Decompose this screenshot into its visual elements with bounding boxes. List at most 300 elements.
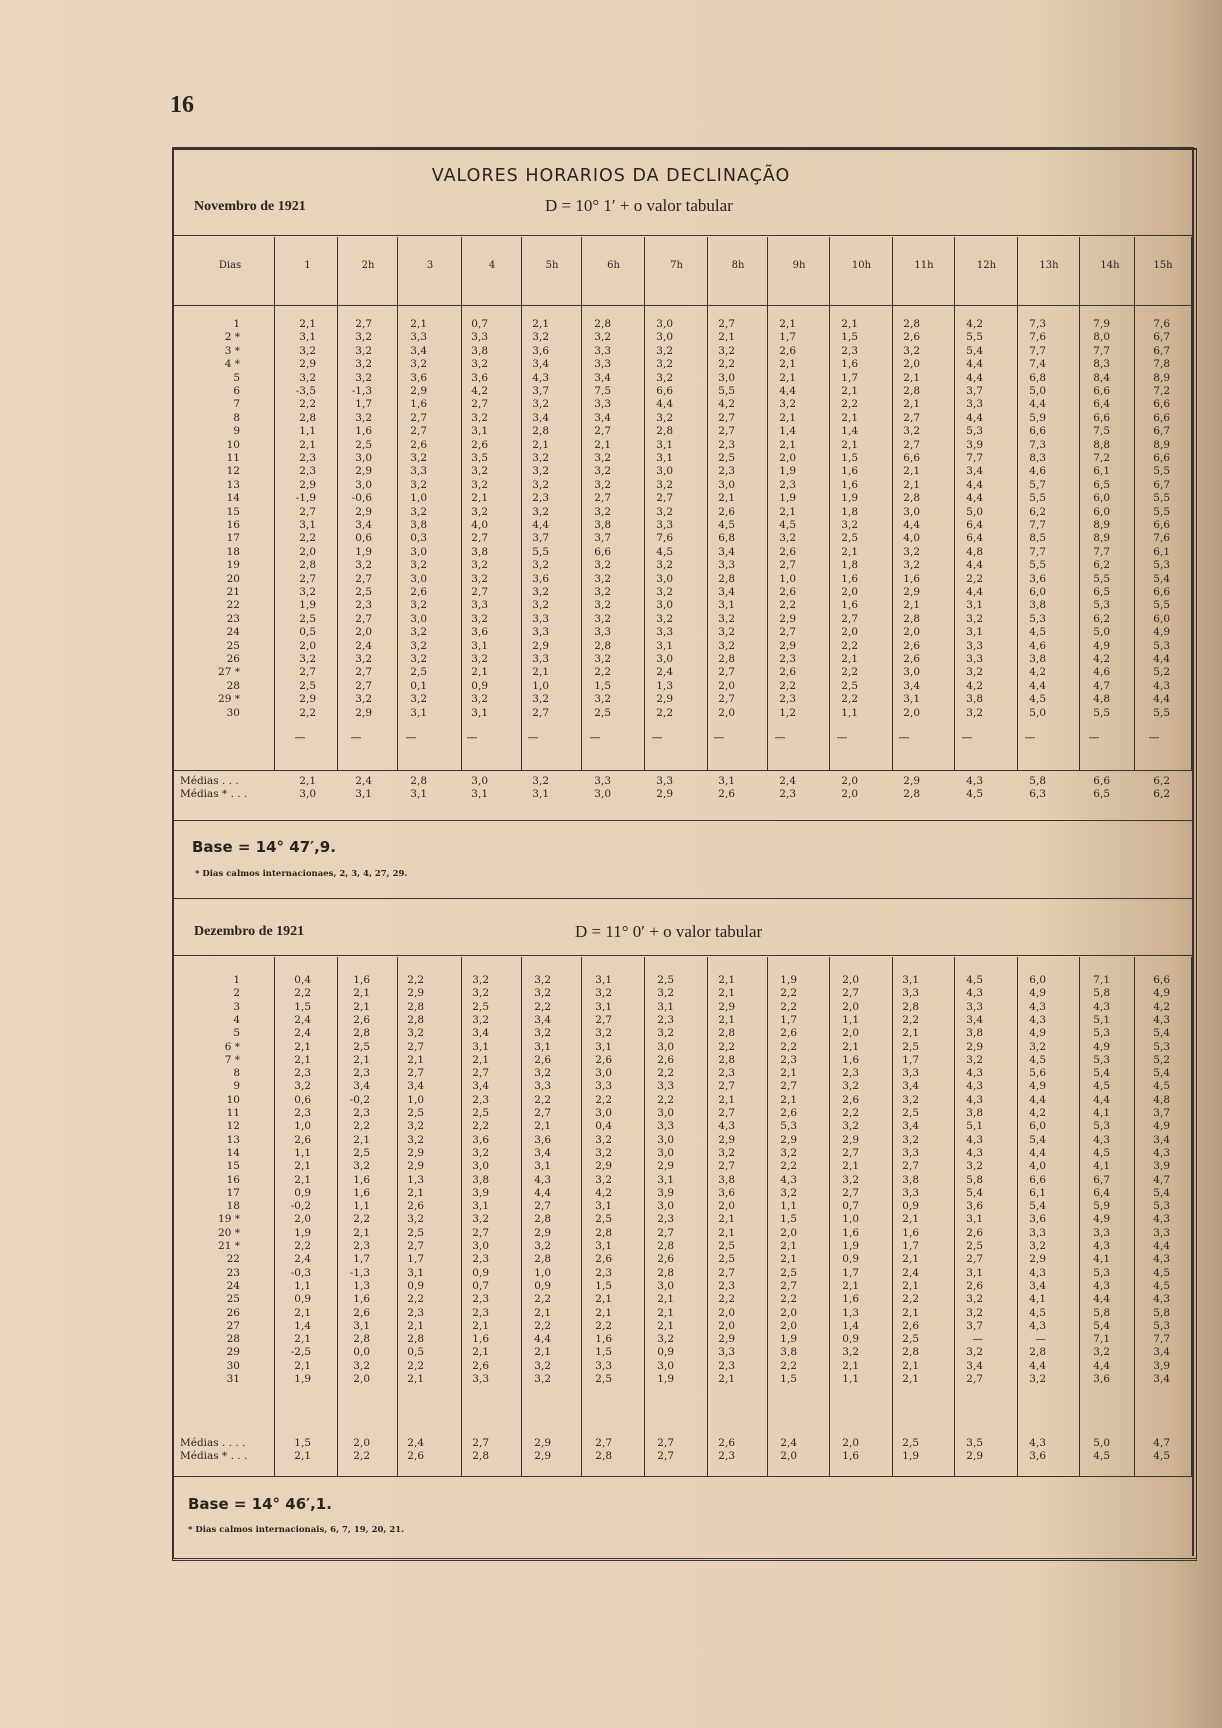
table-cell: 3,2 [594,505,611,518]
table-cell: 2,1 [294,1306,311,1319]
media-label: Médias . . . . [180,1437,246,1449]
table-cell: 2,8 [718,1027,735,1040]
december-rule [172,898,1194,899]
table-cell: 2,1 [353,1000,370,1013]
table-cell: 2,1 [841,411,858,424]
table-cell: 3,0 [657,1133,674,1146]
december-rule [174,1476,1192,1477]
table-cell: 2,1 [657,1319,674,1332]
table-cell: 2,0 [779,452,796,464]
table-cell: 3,2 [594,599,611,612]
table-cell: 2,5 [410,666,427,679]
table-cell: 5,0 [1029,385,1046,397]
column-header: Dias [218,260,242,271]
table-cell: 7,8 [1153,358,1170,371]
table-cell: 2,0 [718,679,735,692]
table-cell: 2,7 [534,1200,551,1213]
table-cell: 3,4 [532,358,549,371]
table-cell: 4,2 [966,679,983,692]
table-cell: 3,2 [718,612,735,625]
day-label: 29 * [218,693,240,706]
table-cell: 1,4 [842,1319,859,1332]
table-cell: 2,6 [471,438,488,451]
table-cell: 3,5 [471,452,488,464]
day-label: 6 [233,385,240,397]
table-cell: 4,1 [1093,1107,1110,1119]
table-cell: 2,1 [657,1293,674,1306]
media-label: Médias * . . . [180,1450,248,1462]
table-cell: 2,1 [294,1173,311,1186]
table-cell: 3,4 [407,1080,424,1093]
table-cell: 4,5 [1093,1146,1110,1159]
table-cell: 3,3 [595,1080,612,1093]
media-cell: 2,8 [472,1450,489,1462]
table-cell: 5,3 [1029,612,1046,625]
table-cell: 3,3 [902,987,919,1000]
table-cell: 4,9 [1093,1213,1110,1226]
table-cell: 3,9 [1153,1160,1170,1173]
table-cell: 6,5 [1093,478,1110,491]
table-cell: 1,9 [779,492,796,505]
table-cell: 3,8 [966,1107,983,1119]
table-cell: 8,3 [1029,452,1046,464]
table-cell: 0,4 [595,1120,612,1133]
day-label: 28 [226,1333,240,1346]
december-month: Dezembro de 1921 [194,924,305,939]
table-cell: 2,9 [657,1160,674,1173]
table-cell: 5,2 [1153,1053,1170,1066]
table-cell: 2,3 [718,465,735,478]
table-cell: 4,5 [1153,1279,1170,1292]
table-cell: 2,7 [780,1080,797,1093]
table-cell: 1,3 [407,1173,424,1186]
table-cell: 7,6 [656,532,673,545]
table-cell: 3,1 [595,1000,612,1013]
table-cell: 2,1 [718,331,735,344]
table-cell: 5,0 [1029,706,1046,719]
media-cell: 2,9 [966,1450,983,1462]
table-cell: 3,3 [657,1080,674,1093]
table-cell: 5,5 [1029,492,1046,505]
table-cell: 3,2 [410,478,427,491]
table-cell: 2,7 [903,438,920,451]
media-cell: 2,3 [718,1450,735,1462]
table-cell: 3,2 [656,559,673,572]
day-label: 27 * [218,666,240,679]
day-label: 16 [226,1173,240,1186]
media-cell: 3,0 [471,775,488,787]
table-cell: 2,2 [718,358,735,371]
table-cell: 7,2 [1153,385,1170,397]
table-cell: 2,4 [902,1266,919,1279]
table-cell: 2,1 [842,1160,859,1173]
table-cell: 1,9 [657,1373,674,1385]
table-cell: 1,6 [353,1293,370,1306]
table-cell: 2,0 [903,626,920,639]
table-cell: 0,7 [472,1279,489,1292]
table-cell: 3,2 [903,545,920,558]
table-cell: 2,1 [841,318,858,330]
table-cell: 2,0 [780,1306,797,1319]
table-cell: 6,6 [1153,586,1170,598]
table-cell: 2,5 [595,1373,612,1385]
table-cell: 3,2 [656,612,673,625]
table-cell: 3,2 [471,693,488,706]
table-cell: — [972,1333,983,1346]
table-cell: 3,2 [410,693,427,706]
media-cell: 2,9 [903,775,920,787]
table-cell: 2,8 [903,612,920,625]
table-cell: 2,6 [294,1133,311,1146]
table-cell: 4,3 [1029,1013,1046,1026]
table-cell: 2,7 [410,411,427,424]
table-cell: 1,5 [841,452,858,464]
table-cell: 4,8 [1093,693,1110,706]
table-cell: 2,7 [718,1266,735,1279]
table-cell: 2,1 [532,666,549,679]
table-cell: 2,5 [902,1333,919,1346]
table-cell: 5,3 [1153,639,1170,652]
table-cell: 4,4 [1029,1146,1046,1159]
media-cell: 2,2 [353,1450,370,1462]
table-cell: 2,1 [353,1133,370,1146]
media-cell: 4,5 [1093,1450,1110,1462]
table-cell: 1,1 [294,1146,311,1159]
table-cell: 4,4 [1029,679,1046,692]
table-cell: 0,5 [407,1346,424,1359]
table-cell: 2,2 [534,1293,551,1306]
table-cell: 3,0 [656,465,673,478]
table-cell: 5,5 [1153,706,1170,719]
table-cell: 3,4 [966,465,983,478]
table-cell: 0,6 [355,532,372,545]
table-cell: 7,3 [1029,318,1046,330]
table-cell: 8,9 [1153,438,1170,451]
page-title: VALORES HORARIOS DA DECLINAÇÃO [431,166,791,186]
table-cell: 2,8 [718,572,735,585]
table-cell: 2,2 [657,1093,674,1106]
table-cell: 2,6 [780,1107,797,1119]
table-cell: 6,7 [1153,331,1170,344]
table-cell: 3,2 [841,519,858,531]
table-cell: 6,2 [1093,559,1110,572]
table-cell: 1,5 [294,1000,311,1013]
table-cell: 3,2 [902,1133,919,1146]
table-cell: 4,3 [1153,1213,1170,1226]
table-cell: 1,7 [407,1253,424,1266]
table-cell: -0,3 [290,1266,311,1279]
table-cell: 2,9 [355,465,372,478]
table-cell: 3,4 [534,1013,551,1026]
table-cell: 5,3 [966,425,983,438]
media-cell: 3,1 [532,788,549,800]
table-cell: 4,9 [1029,1080,1046,1093]
table-cell: 3,8 [471,344,488,357]
table-cell: 5,8 [1153,1306,1170,1319]
table-cell: 5,8 [966,1173,983,1186]
table-cell: 3,2 [966,1293,983,1306]
table-cell: 2,1 [903,398,920,411]
november-rule [174,820,1192,821]
table-cell: 4,9 [1153,626,1170,639]
table-cell: 3,2 [472,1213,489,1226]
day-label: 8 [233,1067,240,1080]
table-cell: 3,7 [532,532,549,545]
table-cell: 0,9 [842,1253,859,1266]
table-cell: 2,7 [718,318,735,330]
table-cell: 1,6 [355,425,372,438]
table-cell: 5,3 [1153,1040,1170,1053]
table-cell: 3,3 [594,344,611,357]
table-cell: 1,3 [656,679,673,692]
november-rule [174,305,1192,306]
media-cell: 4,3 [1029,1437,1046,1449]
table-cell: 3,2 [594,572,611,585]
table-cell: 3,2 [472,1013,489,1026]
table-cell: 3,4 [903,679,920,692]
media-cell: 2,6 [407,1450,424,1462]
table-cell: 5,4 [1029,1133,1046,1146]
table-cell: 0,9 [294,1186,311,1199]
table-cell: 2,0 [780,1226,797,1239]
table-cell: 2,6 [903,639,920,652]
table-cell: 3,2 [532,478,549,491]
table-cell: 3,2 [410,639,427,652]
day-label: 8 [233,411,240,424]
table-cell: 1,5 [594,679,611,692]
table-cell: 1,6 [353,1173,370,1186]
table-cell: 6,6 [1153,519,1170,531]
day-label: 13 [226,1133,240,1146]
media-cell: 3,0 [299,788,316,800]
table-cell: 2,5 [594,706,611,719]
table-cell: 3,2 [656,505,673,518]
table-cell: 4,5 [1153,1266,1170,1279]
table-cell: 3,3 [594,626,611,639]
table-cell: 3,2 [594,653,611,665]
table-cell: 5,3 [780,1120,797,1133]
table-cell: 2,1 [718,1013,735,1026]
media-cell: 6,2 [1153,775,1170,787]
media-cell: 2,9 [534,1437,551,1449]
table-cell: 3,7 [594,532,611,545]
table-cell: 3,9 [1153,1359,1170,1372]
table-cell: 2,2 [780,1160,797,1173]
table-cell: 2,1 [841,385,858,397]
table-cell: 2,8 [657,1240,674,1252]
table-cell: 3,2 [903,344,920,357]
day-label: 24 [226,1279,240,1292]
table-cell: 3,0 [657,1040,674,1053]
day-label: 9 [233,1080,240,1093]
table-cell: 2,5 [902,1107,919,1119]
media-cell: 1,9 [902,1450,919,1462]
table-cell: 1,3 [353,1279,370,1292]
day-label: 17 [226,532,240,545]
table-cell: 4,3 [1029,1266,1046,1279]
table-cell: 2,8 [902,1346,919,1359]
table-cell: 2,4 [294,1013,311,1026]
table-cell: 1,0 [407,1093,424,1106]
table-cell: 5,5 [966,331,983,344]
table-cell: 3,2 [532,559,549,572]
table-cell: 2,6 [407,1200,424,1213]
table-cell: 3,6 [1093,1373,1110,1385]
table-cell: 3,8 [1029,599,1046,612]
column-header: 1 [304,260,311,271]
column-header: 9h [792,260,806,271]
table-cell: 7,6 [1153,318,1170,330]
day-label: 4 [233,1013,240,1026]
media-cell: 4,5 [966,788,983,800]
table-cell: 2,7 [594,492,611,505]
table-cell: 1,0 [532,679,549,692]
table-cell: 0,3 [410,532,427,545]
table-cell: 3,1 [471,639,488,652]
table-cell: 3,0 [595,1107,612,1119]
table-cell: 6,2 [1093,612,1110,625]
table-cell: 3,2 [471,478,488,491]
separator-dash: — [527,731,539,744]
table-cell: 3,2 [534,1027,551,1040]
table-cell: 3,2 [902,1093,919,1106]
day-label: 24 [226,626,240,639]
separator-dash: — [1024,731,1036,744]
table-cell: 2,5 [472,1107,489,1119]
table-cell: 2,1 [718,987,735,1000]
table-cell: 3,6 [718,1186,735,1199]
table-cell: 3,2 [532,586,549,598]
table-cell: 1,5 [595,1279,612,1292]
table-cell: 2,2 [780,1040,797,1053]
table-cell: 2,3 [532,492,549,505]
table-cell: 2,8 [534,1213,551,1226]
table-cell: 2,2 [299,706,316,719]
table-cell: 5,4 [1153,1067,1170,1080]
table-cell: 4,4 [966,358,983,371]
day-label: 7 * [224,1053,240,1066]
table-cell: 1,6 [841,478,858,491]
table-cell: 3,0 [656,599,673,612]
table-cell: 4,2 [1153,1000,1170,1013]
table-cell: 1,7 [902,1240,919,1252]
table-cell: 2,7 [355,318,372,330]
table-cell: 3,2 [471,572,488,585]
table-cell: 5,4 [1093,1067,1110,1080]
table-cell: 2,5 [718,452,735,464]
table-cell: 5,5 [1153,465,1170,478]
table-cell: 3,2 [471,612,488,625]
media-cell: 4,7 [1153,1437,1170,1449]
table-cell: 3,2 [779,532,796,545]
media-cell: 2,1 [299,775,316,787]
table-cell: 3,2 [472,987,489,1000]
table-cell: 3,2 [656,371,673,384]
separator-dash: — [294,731,306,744]
table-cell: 3,2 [407,1120,424,1133]
table-cell: 3,2 [657,1027,674,1040]
table-cell: 2,7 [718,1160,735,1173]
table-cell: 5,4 [1093,1319,1110,1332]
table-cell: -1,3 [349,1266,370,1279]
table-cell: 4,3 [1093,1279,1110,1292]
table-cell: 3,0 [410,612,427,625]
table-cell: 2,1 [407,1186,424,1199]
table-cell: 3,0 [657,1359,674,1372]
table-cell: 3,0 [718,478,735,491]
table-cell: 5,5 [1093,572,1110,585]
table-cell: 3,2 [355,344,372,357]
table-cell: 3,0 [656,318,673,330]
table-cell: -1,9 [295,492,316,505]
table-cell: 4,5 [966,974,983,986]
table-cell: 6,6 [1029,425,1046,438]
table-cell: 3,3 [532,626,549,639]
table-cell: 4,2 [1029,1107,1046,1119]
table-cell: 2,1 [534,1306,551,1319]
table-cell: 3,2 [595,987,612,1000]
table-cell: 5,5 [532,545,549,558]
table-cell: 3,1 [410,706,427,719]
table-cell: 1,4 [841,425,858,438]
table-cell: 2,1 [534,1346,551,1359]
table-cell: 4,3 [966,1133,983,1146]
table-cell: 3,3 [595,1359,612,1372]
table-cell: 6,6 [594,545,611,558]
table-cell: 6,6 [1153,452,1170,464]
table-cell: 3,4 [1153,1373,1170,1385]
table-cell: -3,5 [295,385,316,397]
table-cell: 2,7 [779,559,796,572]
table-cell: 2,1 [780,1093,797,1106]
table-cell: 3,4 [472,1027,489,1040]
table-cell: 2,2 [718,1293,735,1306]
table-cell: 2,2 [841,666,858,679]
table-cell: 3,2 [966,1160,983,1173]
table-cell: 1,7 [780,1013,797,1026]
table-cell: 2,1 [718,492,735,505]
table-cell: 5,4 [1153,1186,1170,1199]
table-cell: 6,6 [1153,974,1170,986]
table-cell: 1,6 [841,358,858,371]
table-cell: 2,3 [841,344,858,357]
table-cell: 3,6 [472,1133,489,1146]
table-cell: 2,2 [902,1013,919,1026]
day-label: 1 [233,318,240,330]
table-cell: 3,2 [594,452,611,464]
table-cell: 0,9 [407,1279,424,1292]
table-cell: 2,8 [718,1053,735,1066]
table-cell: 2,6 [780,1027,797,1040]
table-cell: 2,1 [779,318,796,330]
table-cell: 2,2 [656,706,673,719]
table-cell: 2,7 [841,612,858,625]
table-cell: 4,3 [1093,1240,1110,1252]
table-cell: 3,2 [532,505,549,518]
table-cell: 2,6 [903,653,920,665]
table-cell: 2,9 [718,1133,735,1146]
december-rule [174,955,1192,956]
table-cell: 2,0 [718,1319,735,1332]
table-cell: 3,8 [471,545,488,558]
table-cell: 4,3 [1153,679,1170,692]
table-cell: 2,2 [841,639,858,652]
table-cell: 2,1 [718,1373,735,1385]
table-cell: 3,6 [966,1200,983,1213]
table-cell: 2,1 [594,438,611,451]
table-cell: 3,4 [902,1080,919,1093]
table-cell: 3,2 [656,411,673,424]
